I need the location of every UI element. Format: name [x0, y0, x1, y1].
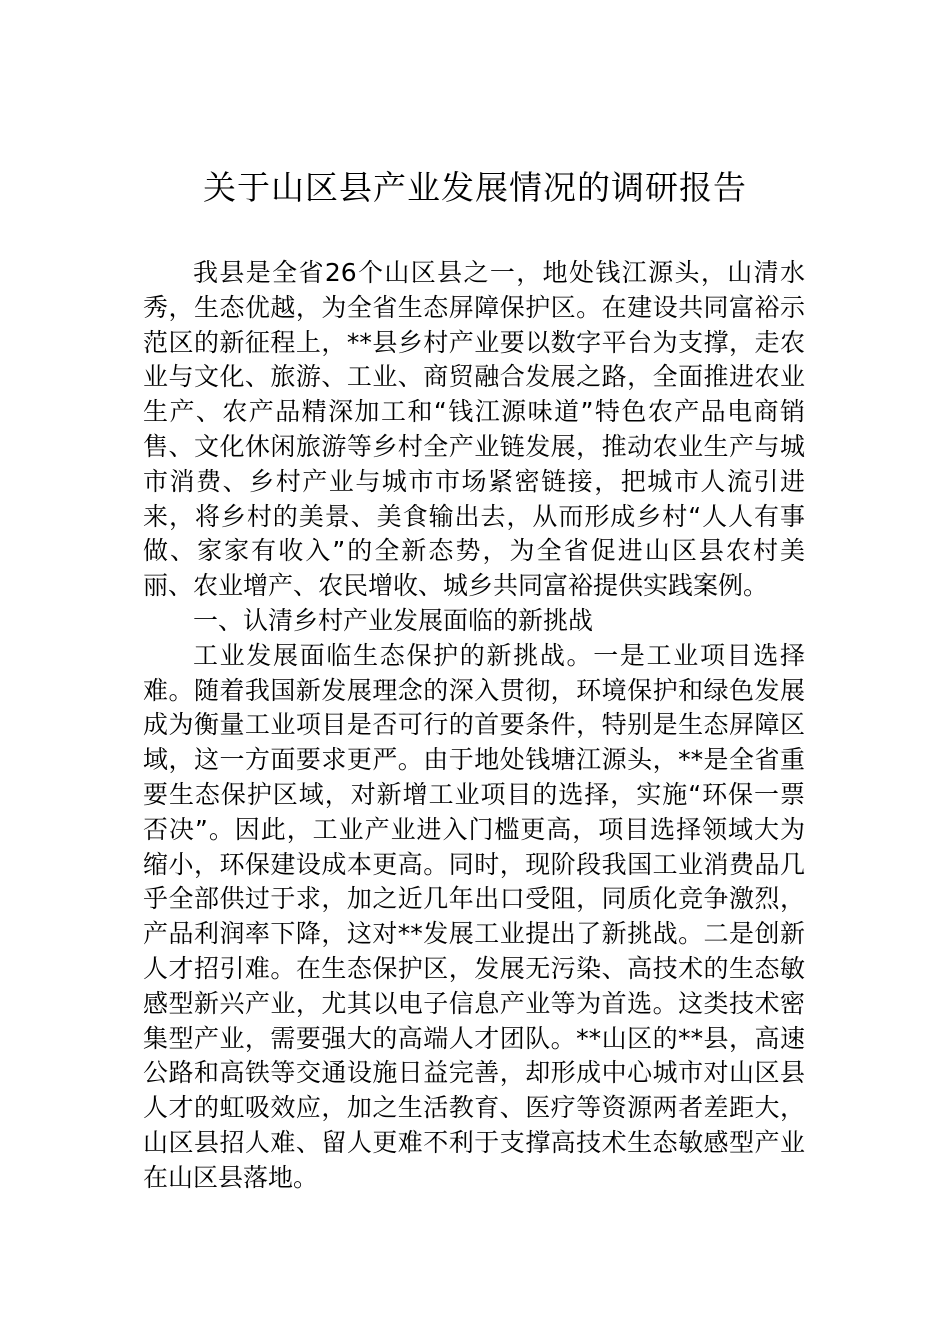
document-body	[143, 256, 805, 1196]
intro-paragraph: 我县是全省26个山区县之一，地处钱江源头，山清水秀，生态优越，为全省生态屏障保护区。在建设共同富裕示范区的新征程上，**县乡村产业要以数字平台为支撑，走农业与文化、旅游、工业、商贸融合发展之路，全面推进农业生产、农产品精深加工和“钱江源味道”特色农产品电商销售、文化休闲旅游等乡村全产业链发展，推动农业生产与城市消费、乡村产业与城市市场紧密链接，把城市人流引进来，将乡村的美景、美食输出去，从而形成乡村“人人有事做、家家有收入”的全新态势，为全省促进山区县农村美丽、农业增产、农民增收、城乡共同富裕提供实践案例。	[143, 258, 805, 601]
section-heading: 一、认清乡村产业发展面临的新挑战	[193, 605, 594, 635]
body-paragraph: 工业发展面临生态保护的新挑战。一是工业项目选择难。随着我国新发展理念的深入贯彻，环境保护和绿色发展成为衡量工业项目是否可行的首要条件，特别是生态屏障区域，这一方面要求更严。由于地处钱塘江源头，**是全省重要生态保护区域，对新增工业项目的选择，实施“环保一票否决”。因此，工业产业进入门槛更高，项目选择领域大为缩小，环保建设成本更高。同时，现阶段我国工业消费品几乎全部供过于求，加之近几年出口受阻，同质化竞争激烈，产品利润率下降，这对**发展工业提出了新挑战。二是创新人才招引难。在生态保护区，发展无污染、高技术的生态敏感型新兴产业，尤其以电子信息产业等为首选。这类技术密集型产业，需要强大的高端人才团队。**山区的**县，高速公路和高铁等交通设施日益完善，却形成中心城市对山区县人才的虹吸效应，加之生活教育、医疗等资源两者差距大，山区县招人难、留人更难不利于支撑高技术生态敏感型产业在山区县落地。	[143, 640, 805, 1192]
document-title: 关于山区县产业发展情况的调研报告	[203, 168, 747, 207]
